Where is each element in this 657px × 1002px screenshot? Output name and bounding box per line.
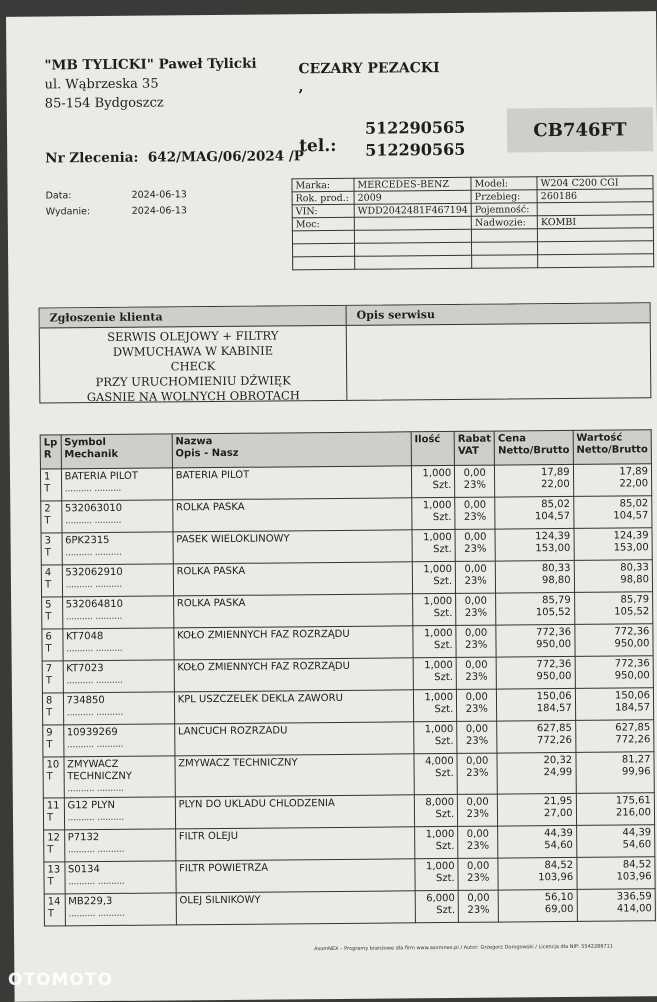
row-value: 627,85 772,26 xyxy=(575,720,654,753)
row-lp: 12 T xyxy=(44,830,65,862)
row-qty: 1,000 Szt. xyxy=(413,689,457,721)
request-line: CHECK xyxy=(170,359,216,374)
table-row xyxy=(44,857,655,894)
request-line: SERWIS OLEJOWY + FILTRY xyxy=(107,328,279,344)
row-symbol: 532064810 .......... .......... xyxy=(62,596,173,629)
empty-cell xyxy=(538,254,654,268)
moc-label: Moc: xyxy=(292,217,354,231)
vin-value: WDD2042481F467194 xyxy=(354,203,471,217)
col-price: Cena Netto/Brutto xyxy=(494,430,573,465)
tel-label: tel.: xyxy=(299,135,337,157)
row-value: 772,36 950,00 xyxy=(574,624,653,657)
row-lp: 11 T xyxy=(43,798,64,830)
client-name: CEZARY PEZACKI xyxy=(298,60,440,78)
table-row xyxy=(44,889,655,926)
empty-cell xyxy=(472,229,538,243)
row-qty: 1,000 Szt. xyxy=(411,465,455,497)
row-symbol: 734850 .......... .......... xyxy=(63,692,174,725)
client-block xyxy=(298,59,439,96)
empty-cell xyxy=(472,255,538,269)
row-price: 20,32 24,99 xyxy=(497,752,576,794)
empty-cell xyxy=(355,255,472,269)
row-qty: 1,000 Szt. xyxy=(413,721,457,753)
row-name: KOŁO ZMIENNYCH FAZ ROZRZĄDU xyxy=(174,658,413,692)
client-comma: , xyxy=(298,79,304,96)
row-qty: 1,000 Szt. xyxy=(412,593,456,625)
moc-value xyxy=(354,216,471,230)
phone-numbers xyxy=(365,117,466,162)
pojemnosc-label: Pojemność: xyxy=(471,203,537,217)
row-discount: 0,00 23% xyxy=(455,465,495,497)
rok-value: 2009 xyxy=(354,190,471,204)
pojemnosc-value xyxy=(537,202,653,216)
issue-label: Wydanie: xyxy=(45,206,91,218)
client-request-lines xyxy=(40,328,347,406)
request-line: DWMUCHAWA W KABINIE xyxy=(112,343,274,359)
row-symbol: P7132 .......... .......... xyxy=(64,829,175,862)
row-value: 772,36 950,00 xyxy=(575,656,654,689)
row-symbol: 532062910 .......... .......... xyxy=(62,564,173,597)
empty-cell xyxy=(293,256,355,270)
table-row xyxy=(40,464,651,501)
row-price: 150,06 184,57 xyxy=(497,688,576,721)
row-price: 44,39 54,60 xyxy=(498,825,577,858)
row-symbol: KT7023 .......... .......... xyxy=(63,660,174,693)
table-row xyxy=(42,592,653,629)
row-name: PASEK WIELOKLINOWY xyxy=(173,530,412,564)
col-name: Nazwa Opis - Nasz xyxy=(172,432,411,468)
order-label: Nr Zlecenia: xyxy=(45,149,139,167)
row-discount: 0,00 23% xyxy=(457,794,497,826)
table-row xyxy=(41,528,652,565)
row-discount: 0,00 23% xyxy=(457,753,497,794)
document-sheet xyxy=(6,11,657,1002)
service-description-body xyxy=(346,323,651,400)
przebieg-value: 260186 xyxy=(537,189,653,203)
nadwozie-label: Nadwozie: xyxy=(471,216,537,230)
row-qty: 1,000 Szt. xyxy=(411,497,455,529)
license-plate: CB746FT xyxy=(507,107,653,152)
col-lp: Lp R xyxy=(40,435,61,469)
empty-cell xyxy=(292,230,354,244)
row-name: ZMYWACZ TECHNICZNY xyxy=(175,754,414,797)
row-name: PLYN DO UKLADU CHLODZENIA xyxy=(175,795,414,829)
empty-cell xyxy=(293,243,355,257)
row-value: 84,52 103,96 xyxy=(577,857,656,890)
row-discount: 0,00 23% xyxy=(458,890,498,922)
row-qty: 1,000 Szt. xyxy=(413,657,457,689)
table-row xyxy=(43,752,654,798)
row-value: 85,79 105,52 xyxy=(574,592,653,625)
vin-label: VIN: xyxy=(292,204,354,218)
row-symbol: MB229,3 .......... .......... xyxy=(65,893,176,926)
issue-value: 2024-06-13 xyxy=(131,205,187,217)
col-discount: Rabat VAT xyxy=(454,431,494,465)
row-value: 81,27 99,96 xyxy=(576,752,655,794)
row-qty: 1,000 Szt. xyxy=(413,625,457,657)
row-discount: 0,00 23% xyxy=(456,625,496,657)
empty-cell xyxy=(538,241,654,255)
row-price: 21,95 27,00 xyxy=(498,793,577,826)
row-lp: 4 T xyxy=(41,565,62,597)
row-symbol: G12 PLYN .......... .......... xyxy=(64,797,175,830)
row-name: FILTR POWIETRZA xyxy=(176,859,415,893)
row-qty: 6,000 Szt. xyxy=(415,890,459,922)
row-name: OLEJ SILNIKOWY xyxy=(176,891,415,925)
row-discount: 0,00 23% xyxy=(456,593,496,625)
row-name: ROLKA PASKA xyxy=(173,594,412,628)
model-value: W204 C200 CGI xyxy=(537,176,653,190)
row-qty: 8,000 Szt. xyxy=(414,794,458,826)
row-price: 627,85 772,26 xyxy=(497,720,576,753)
row-discount: 0,00 23% xyxy=(457,721,497,753)
row-discount: 0,00 23% xyxy=(455,561,495,593)
row-qty: 1,000 Szt. xyxy=(414,826,458,858)
table-row xyxy=(44,825,655,862)
table-row xyxy=(42,624,653,661)
row-lp: 9 T xyxy=(43,725,64,757)
row-lp: 10 T xyxy=(43,757,64,798)
row-lp: 8 T xyxy=(42,693,63,725)
vehicle-table xyxy=(291,175,654,270)
row-discount: 0,00 23% xyxy=(458,858,498,890)
row-value: 175,61 216,00 xyxy=(576,793,655,826)
row-symbol: KT7048 .......... .......... xyxy=(62,628,173,661)
row-price: 85,79 105,52 xyxy=(496,592,575,625)
nadwozie-value: KOMBI xyxy=(537,215,653,229)
row-name: FILTR OLEJU xyxy=(175,827,414,861)
row-symbol: 532063010 .......... .......... xyxy=(61,500,172,533)
table-row xyxy=(43,720,654,757)
row-lp: 5 T xyxy=(42,597,63,629)
row-symbol: BATERIA PILOT .......... .......... xyxy=(61,468,172,501)
row-discount: 0,00 23% xyxy=(455,529,495,561)
row-qty: 1,000 Szt. xyxy=(415,858,459,890)
request-line: GASNIE NA WOLNYCH OBROTACH xyxy=(86,388,300,405)
row-discount: 0,00 23% xyxy=(456,657,496,689)
row-name: KPL USZCZELEK DEKLA ZAWORU xyxy=(174,690,413,724)
row-lp: 2 T xyxy=(41,501,62,533)
przebieg-label: Przebieg: xyxy=(471,190,537,204)
row-value: 150,06 184,57 xyxy=(575,688,654,721)
company-block xyxy=(44,55,257,114)
model-label: Model: xyxy=(471,177,537,191)
row-symbol: S0134 .......... .......... xyxy=(64,861,175,894)
table-row xyxy=(42,688,653,725)
table-row xyxy=(41,560,652,597)
row-price: 772,36 950,00 xyxy=(496,624,575,657)
row-price: 17,89 22,00 xyxy=(495,464,574,497)
row-lp: 13 T xyxy=(44,862,65,894)
row-name: LANCUCH ROZRZADU xyxy=(174,722,413,756)
table-row xyxy=(42,656,653,693)
row-value: 17,89 22,00 xyxy=(573,464,652,497)
request-box xyxy=(39,302,652,403)
row-discount: 0,00 23% xyxy=(455,497,495,529)
row-name: KOŁO ZMIENNYCH FAZ ROZRZĄDU xyxy=(174,626,413,660)
rok-label: Rok. prod.: xyxy=(292,191,354,205)
date-label: Data: xyxy=(45,190,72,202)
row-value: 80,33 98,80 xyxy=(574,560,653,593)
row-lp: 6 T xyxy=(42,629,63,661)
empty-cell xyxy=(538,228,654,242)
row-price: 124,39 153,00 xyxy=(495,528,574,561)
col-symbol: Symbol Mechanik xyxy=(61,434,172,469)
row-price: 85,02 104,57 xyxy=(495,496,574,529)
marka-value: MERCEDES-BENZ xyxy=(354,177,471,191)
items-table xyxy=(40,429,656,926)
company-street: ul. Wąbrzeska 35 xyxy=(44,76,159,93)
row-name: BATERIA PILOT xyxy=(172,466,411,500)
marka-label: Marka: xyxy=(292,178,354,192)
row-lp: 3 T xyxy=(41,533,62,565)
row-price: 80,33 98,80 xyxy=(496,560,575,593)
table-row xyxy=(43,793,654,830)
empty-cell xyxy=(472,242,538,256)
row-symbol: ZMYWACZ TECHNICZNY .......... .......... xyxy=(64,756,176,798)
dates-block xyxy=(46,187,187,220)
software-footer: AsomNEX – Programy branżowe dla firm www.asomnex.pl / Autor: Grzegorz Dorogowski / Licencja dla NIP: 5542286711 xyxy=(314,943,614,953)
row-name: ROLKA PASKA xyxy=(173,562,412,596)
col-value: Wartość Netto/Brutto xyxy=(573,430,652,465)
row-price: 56,10 69,00 xyxy=(498,889,577,922)
row-value: 44,39 54,60 xyxy=(576,825,655,858)
empty-cell xyxy=(355,242,472,256)
row-value: 124,39 153,00 xyxy=(574,528,653,561)
order-value: 642/MAG/06/2024 /P xyxy=(147,148,304,166)
phone-2: 512290565 xyxy=(365,139,466,160)
request-line: PRZY URUCHOMIENIU DŹWIĘK xyxy=(95,373,291,390)
row-price: 772,36 950,00 xyxy=(496,656,575,689)
row-qty: 4,000 Szt. xyxy=(414,753,458,794)
row-symbol: 10939269 .......... .......... xyxy=(63,724,174,757)
row-name: ROLKA PASKA xyxy=(172,498,411,532)
row-lp: 7 T xyxy=(42,661,63,693)
row-price: 84,52 103,96 xyxy=(498,857,577,890)
items-header-row xyxy=(40,430,651,469)
row-symbol: 6PK2315 .......... .......... xyxy=(62,532,173,565)
date-value: 2024-06-13 xyxy=(131,189,187,201)
row-qty: 1,000 Szt. xyxy=(412,561,456,593)
empty-cell xyxy=(354,229,471,243)
company-city: 85-154 Bydgoszcz xyxy=(44,95,164,112)
service-description-title: Opis serwisu xyxy=(346,303,650,326)
phone-1: 512290565 xyxy=(364,117,466,138)
company-name: "MB TYLICKI" Paweł Tylicki xyxy=(44,55,257,74)
client-request-title: Zgłoszenie klienta xyxy=(40,306,346,329)
table-row xyxy=(41,496,652,533)
otomoto-watermark: OTOMOTO xyxy=(8,970,113,990)
row-lp: 1 T xyxy=(40,469,61,501)
row-value: 336,59 414,00 xyxy=(577,889,656,922)
row-discount: 0,00 23% xyxy=(457,689,497,721)
row-qty: 1,000 Szt. xyxy=(412,529,456,561)
row-lp: 14 T xyxy=(44,894,65,926)
col-qty: Ilość xyxy=(411,431,455,465)
row-discount: 0,00 23% xyxy=(458,826,498,858)
row-value: 85,02 104,57 xyxy=(573,496,652,529)
order-number xyxy=(45,148,304,166)
